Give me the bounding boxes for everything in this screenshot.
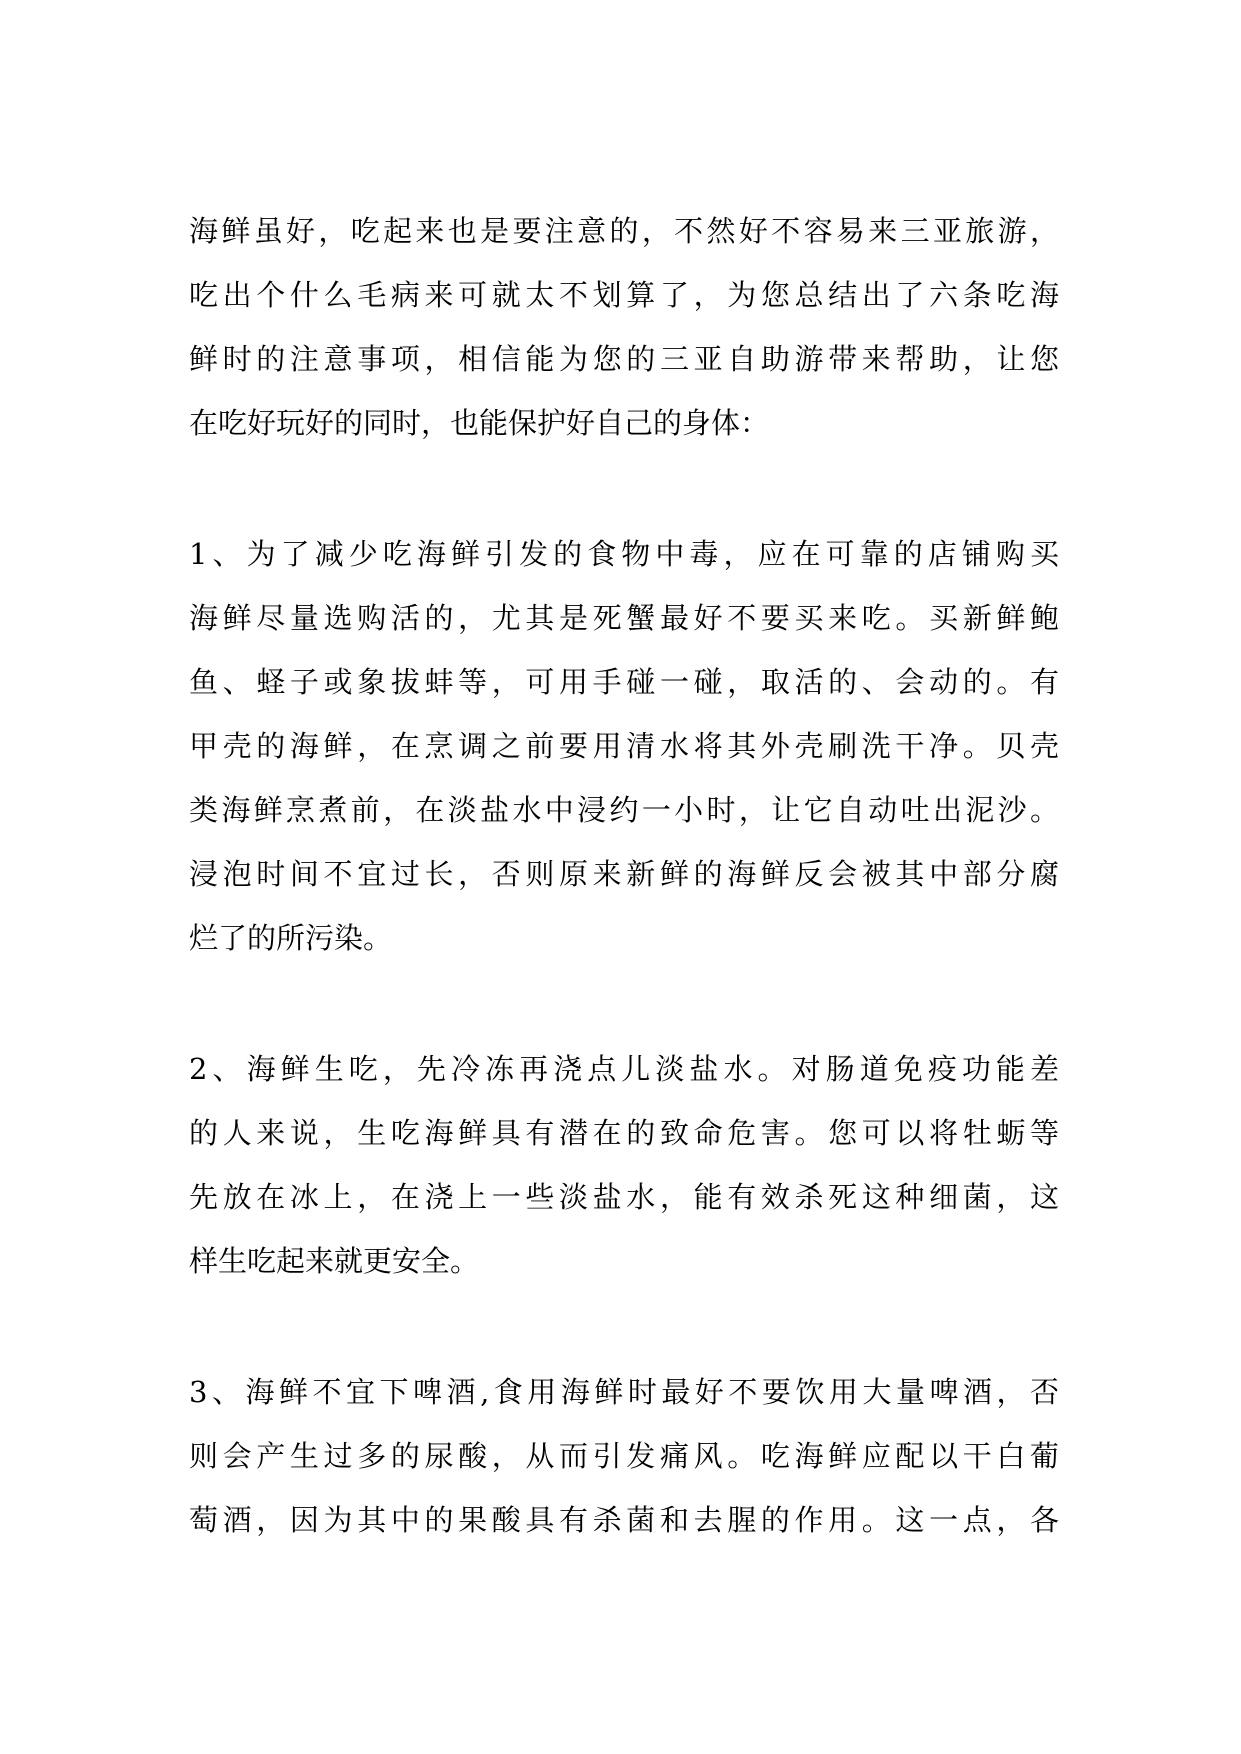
text-line: 则会产生过多的尿酸，从而引发痛风。吃海鲜应配以干白葡 bbox=[189, 1439, 1059, 1473]
text-line: 的人来说，生吃海鲜具有潜在的致命危害。您可以将牡蛎等 bbox=[189, 1116, 1059, 1150]
text-line: 海鲜尽量选购活的，尤其是死蟹最好不要买来吃。买新鲜鲍 bbox=[189, 601, 1059, 635]
text-line: 2、海鲜生吃，先冷冻再浇点儿淡盐水。对肠道免疫功能差 bbox=[189, 1052, 1059, 1086]
text-line: 在吃好玩好的同时，也能保护好自己的身体： bbox=[189, 406, 770, 440]
paragraph-tip-2 bbox=[189, 1037, 1059, 1293]
text-line: 鲜时的注意事项，相信能为您的三亚自助游带来帮助，让您 bbox=[189, 342, 1059, 376]
text-line: 吃出个什么毛病来可就太不划算了，为您总结出了六条吃海 bbox=[189, 278, 1059, 312]
paragraph-tip-3 bbox=[189, 1360, 1059, 1552]
paragraph-tip-1 bbox=[189, 522, 1059, 970]
text-line: 甲壳的海鲜，在烹调之前要用清水将其外壳刷洗干净。贝壳 bbox=[189, 729, 1059, 763]
text-line: 类海鲜烹煮前，在淡盐水中浸约一小时，让它自动吐出泥沙。 bbox=[189, 793, 1059, 827]
text-line: 萄酒，因为其中的果酸具有杀菌和去腥的作用。这一点，各 bbox=[189, 1503, 1059, 1537]
text-line: 3、海鲜不宜下啤酒,食用海鲜时最好不要饮用大量啤酒，否 bbox=[189, 1375, 1059, 1409]
text-line: 烂了的所污染。 bbox=[189, 921, 393, 955]
document-body bbox=[189, 199, 1059, 1619]
text-line: 浸泡时间不宜过长，否则原来新鲜的海鲜反会被其中部分腐 bbox=[189, 857, 1059, 891]
paragraph-intro bbox=[189, 199, 1059, 455]
text-line: 先放在冰上，在浇上一些淡盐水，能有效杀死这种细菌，这 bbox=[189, 1180, 1059, 1214]
text-line: 鱼、蛏子或象拔蚌等，可用手碰一碰，取活的、会动的。有 bbox=[189, 665, 1059, 699]
text-line: 1、为了减少吃海鲜引发的食物中毒，应在可靠的店铺购买 bbox=[189, 537, 1059, 571]
text-line: 样生吃起来就更安全。 bbox=[189, 1244, 480, 1278]
text-line: 海鲜虽好，吃起来也是要注意的，不然好不容易来三亚旅游， bbox=[189, 214, 1059, 248]
